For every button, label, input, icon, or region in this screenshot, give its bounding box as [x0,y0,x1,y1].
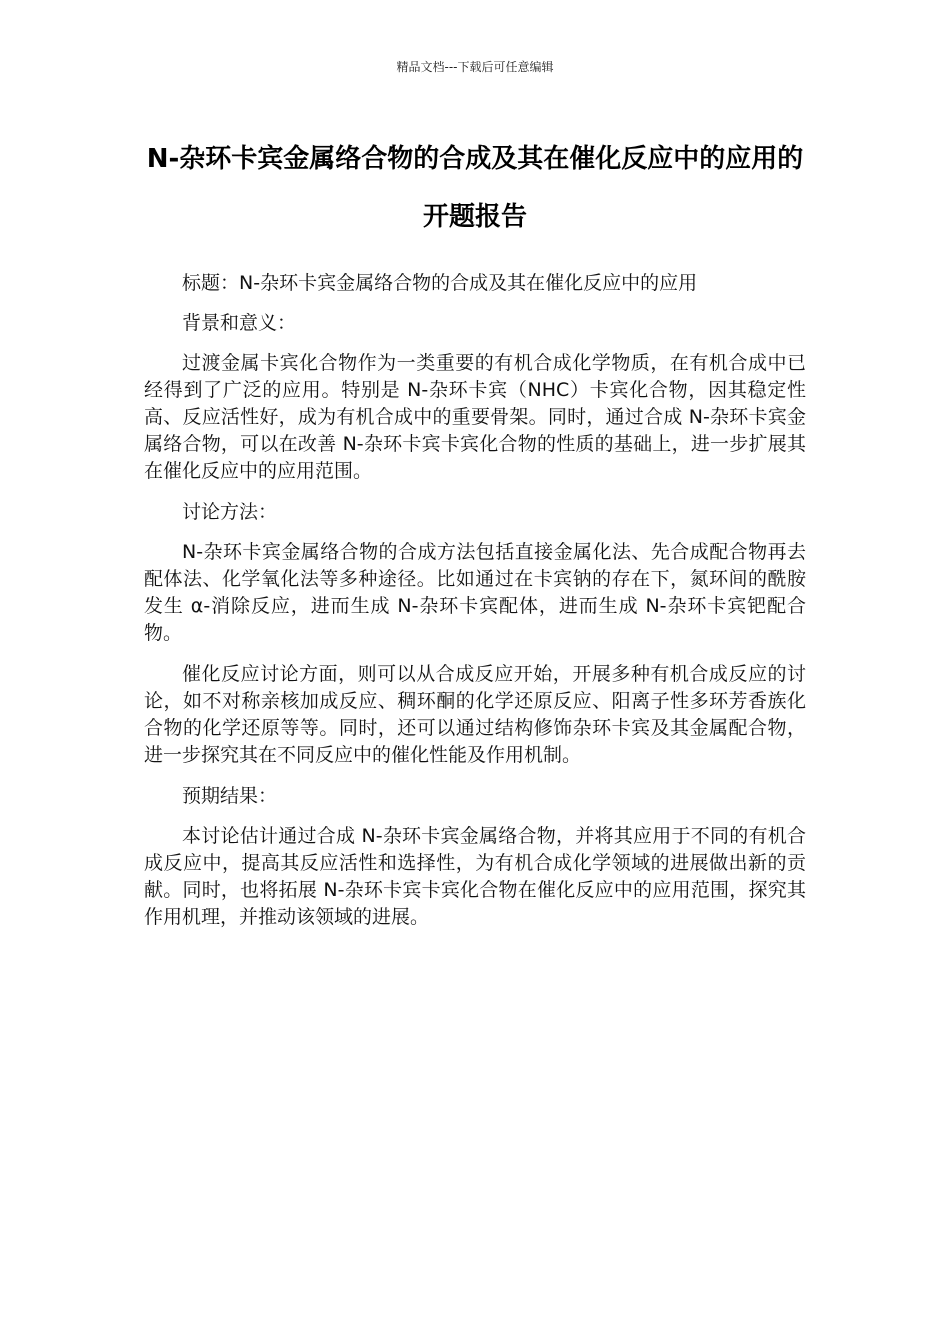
background-paragraph: 过渡金属卡宾化合物作为一类重要的有机合成化学物质，在有机合成中已经得到了广泛的应用。特别是 N-杂环卡宾（NHC）卡宾化合物，因其稳定性高、反应活性好，成为有机合成中的重要骨架。同时，通过合成 N-杂环卡宾金属络合物，可以在改善 N-杂环卡宾卡宾化合物的性质的基础上，进一步扩展其在催化反应中的应用范围。 [144,352,806,482]
subject-line: 标题：N-杂环卡宾金属络合物的合成及其在催化反应中的应用 [182,272,698,294]
document-body [144,270,806,945]
results-paragraph: 本讨论估计通过合成 N-杂环卡宾金属络合物，并将其应用于不同的有机合成反应中，提高其反应活性和选择性，为有机合成化学领域的进展做出新的贡献。同时，也将拓展 N-杂环卡宾卡宾化合物在催化反应中的应用范围，探究其作用机理，并推动该领域的进展。 [144,825,806,928]
background-heading: 背景和意义： [182,312,297,334]
results-heading: 预期结果： [182,785,278,807]
document-title: N-杂环卡宾金属络合物的合成及其在催化反应中的应用的开题报告 [146,144,804,232]
methods-heading: 讨论方法： [182,501,278,523]
methods-paragraph-2: 催化反应讨论方面，则可以从合成反应开始，开展多种有机合成反应的讨论，如不对称亲核加成反应、稠环酮的化学还原反应、阳离子性多环芳香族化合物的化学还原等等。同时，还可以通过结构修饰杂环卡宾及其金属配合物，进一步探究其在不同反应中的催化性能及作用机制。 [144,663,806,766]
methods-paragraph-1: N-杂环卡宾金属络合物的合成方法包括直接金属化法、先合成配合物再去配体法、化学氧化法等多种途径。比如通过在卡宾钠的存在下，氮环间的酰胺发生 α-消除反应，进而生成 N-杂环卡宾配体，进而生成 N-杂环卡宾钯配合物。 [144,541,806,644]
header-note: 精品文档---下载后可任意编辑 [396,60,554,74]
